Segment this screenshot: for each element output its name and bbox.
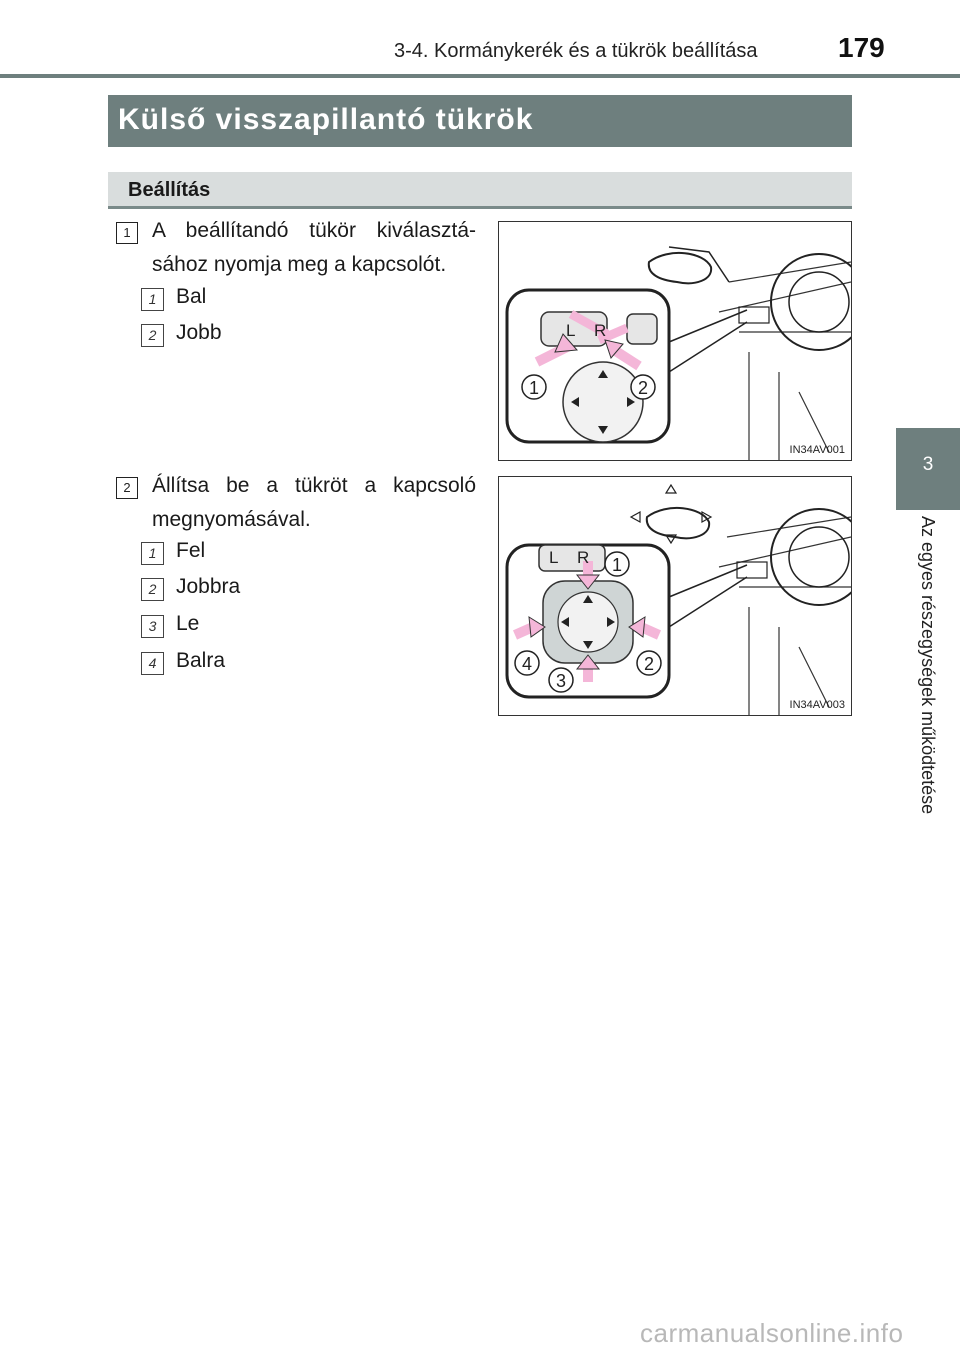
step-2-item-3-number: 3 bbox=[141, 615, 164, 638]
figure-2-callout-4: 4 bbox=[522, 654, 533, 674]
chapter-title: 3-4. Kormánykerék és a tükrök beállítása bbox=[394, 40, 758, 62]
step-2-item-4-label: Balra bbox=[176, 649, 226, 672]
side-chapter-text: Az egyes részegységek működtetése bbox=[918, 516, 938, 815]
step-2-item-1-label: Fel bbox=[176, 539, 206, 562]
step-1-text: A beállítandó tükör kiválasztá-sához nyomja meg a kapcsolót. bbox=[152, 219, 476, 276]
step-2-item-3-label: Le bbox=[176, 612, 200, 635]
step-2-text: Állítsa be a tükröt a kapcsoló megnyomásával. bbox=[152, 474, 476, 531]
step-1-item-2-number: 2 bbox=[141, 324, 164, 347]
watermark: carmanualsonline.info bbox=[640, 1318, 904, 1348]
figure-1-callout-2: 2 bbox=[638, 378, 649, 398]
figure-2-switch-right-label: R bbox=[577, 548, 590, 567]
step-2-item-1-number: 1 bbox=[141, 542, 164, 565]
figure-1-switch-left-label: L bbox=[566, 321, 576, 340]
figure-mirror-select bbox=[498, 221, 852, 461]
figure-1-switch-right-label: R bbox=[594, 321, 607, 340]
step-1-item-1-label: Bal bbox=[176, 285, 207, 308]
step-2-item-2-number: 2 bbox=[141, 578, 164, 601]
subsection-title: Beállítás bbox=[128, 179, 211, 201]
page-number: 179 bbox=[838, 32, 885, 63]
figure-2-drawing bbox=[499, 477, 851, 715]
figure-1-drawing bbox=[499, 222, 851, 460]
step-1-item-1-number: 1 bbox=[141, 288, 164, 311]
figure-mirror-adjust bbox=[498, 476, 852, 716]
step-1-item-2-label: Jobb bbox=[176, 321, 222, 344]
figure-2-code: IN34AV003 bbox=[789, 699, 845, 711]
figure-1-code: IN34AV001 bbox=[789, 444, 845, 456]
subsection-bar bbox=[108, 172, 852, 209]
header-rule bbox=[0, 74, 960, 78]
figure-2-switch-left-label: L bbox=[549, 548, 559, 567]
figure-2-callout-2: 2 bbox=[644, 654, 655, 674]
figure-2-callout-1: 1 bbox=[612, 555, 623, 575]
step-2-item-4-number: 4 bbox=[141, 652, 164, 675]
side-chapter-tab bbox=[896, 428, 960, 510]
figure-2-callout-3: 3 bbox=[556, 671, 567, 691]
figure-1-callout-1: 1 bbox=[529, 378, 540, 398]
section-title: Külső visszapillantó tükrök bbox=[118, 103, 534, 136]
step-2-item-2-label: Jobbra bbox=[176, 575, 241, 598]
step-number-2: 2 bbox=[116, 477, 138, 499]
side-tab-number: 3 bbox=[922, 454, 934, 475]
step-number-1: 1 bbox=[116, 222, 138, 244]
